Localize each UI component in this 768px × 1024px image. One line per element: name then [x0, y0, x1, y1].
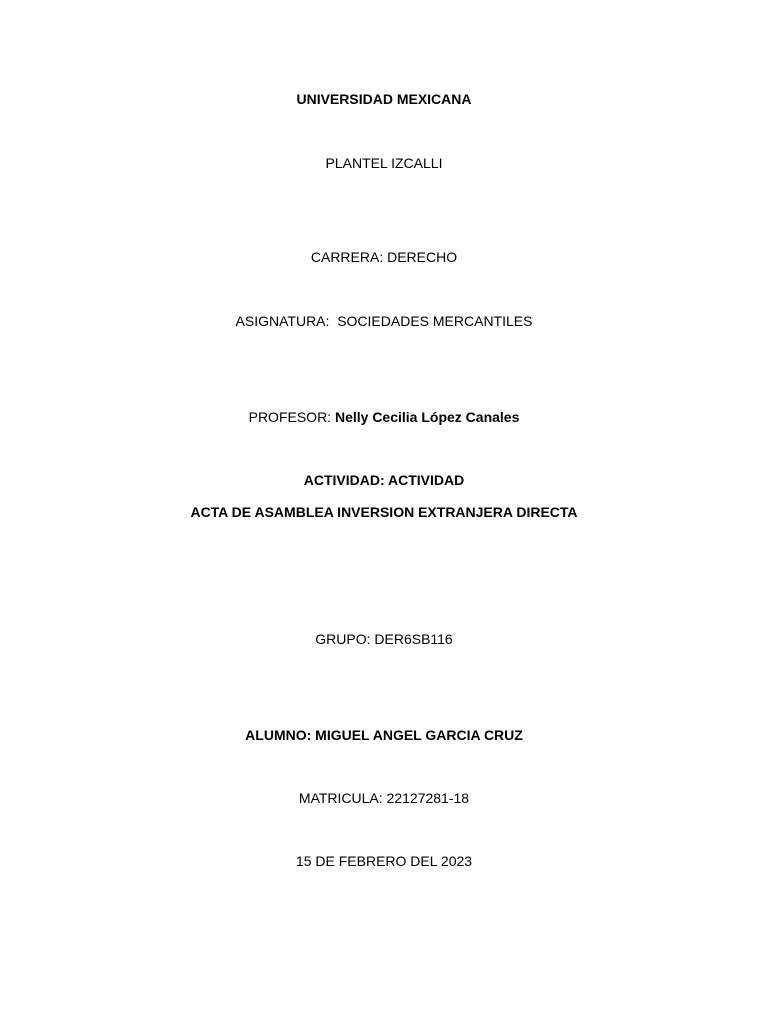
subject-line: ASIGNATURA: SOCIEDADES MERCANTILES [235, 313, 533, 329]
career-line: CARRERA: DERECHO [310, 249, 458, 265]
university-name: UNIVERSIDAD MEXICANA [296, 91, 472, 107]
professor-line [0, 408, 768, 426]
professor-label: PROFESOR: [248, 409, 335, 425]
professor-name: Nelly Cecilia López Canales [334, 409, 520, 425]
activity-title: ACTA DE ASAMBLEA INVERSION EXTRANJERA DIRECTA [190, 504, 578, 520]
enrollment-line: MATRICULA: 22127281-18 [298, 790, 470, 806]
campus-name: PLANTEL IZCALLI [325, 155, 443, 171]
student-line: ALUMNO: MIGUEL ANGEL GARCIA CRUZ [245, 727, 523, 743]
date-line: 15 DE FEBRERO DEL 2023 [295, 853, 473, 869]
group-line: GRUPO: DER6SB116 [315, 631, 453, 647]
activity-line: ACTIVIDAD: ACTIVIDAD [303, 472, 465, 488]
